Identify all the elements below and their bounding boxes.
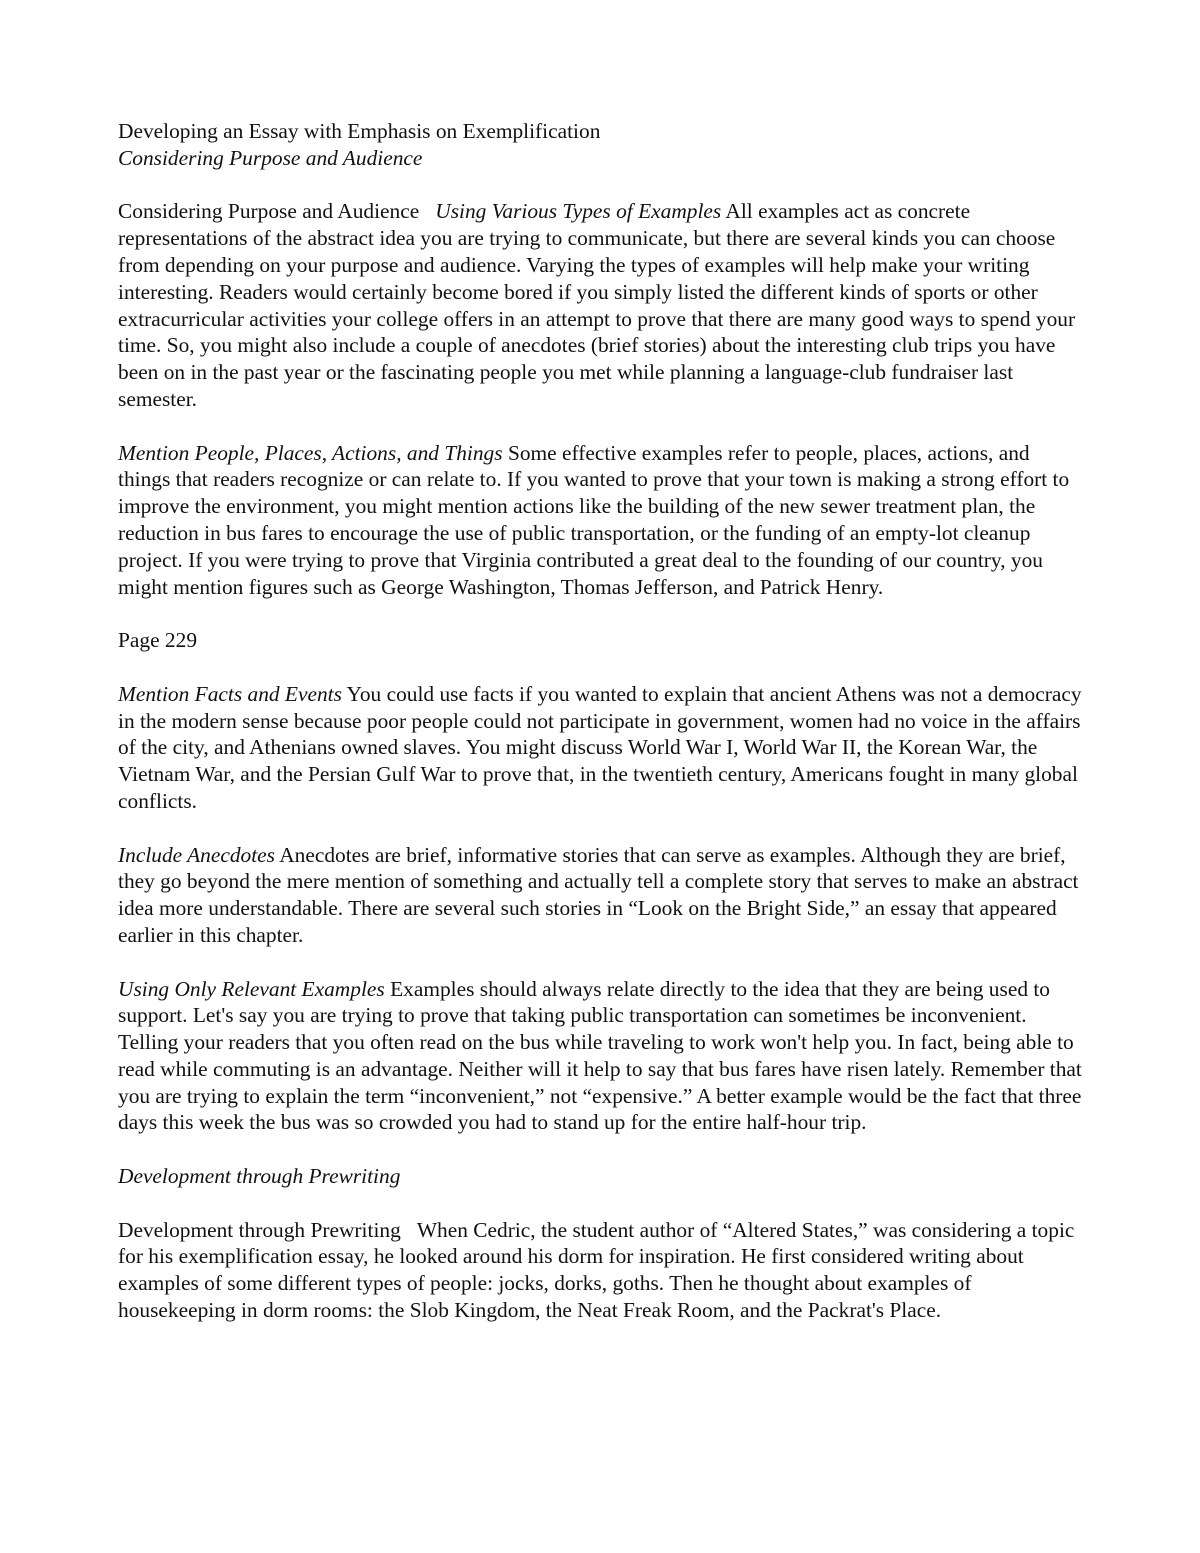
paragraph-facts-events — [118, 681, 1084, 815]
paragraph-lead: Considering Purpose and Audience — [118, 199, 420, 224]
paragraph-text: When Cedric, the student author of “Altered States,” was considering a topic for his exemplification essay, he looked around his dorm for inspiration. He first considered writing about examples of some different types of people: jocks, dorks, goths. Then he thought about examples of housekeeping in dorm rooms: the Slob Kingdom, the Neat Freak Room, and the Packrat's Place. — [118, 1217, 1075, 1323]
paragraph-heading: Include Anecdotes — [118, 842, 276, 867]
paragraph-text: You could use facts if you wanted to explain that ancient Athens was not a democracy in the modern sense because poor people could not participate in government, women had no voice in the affairs of the city, and Athenians owned slaves. You might discuss World War I, World War II, the Korean War, the Vietnam War, and the Persian Gulf War to prove that, in the twentieth century, Americans fought in many global conflicts. — [118, 681, 1082, 813]
paragraph-various-types — [118, 198, 1084, 412]
paragraph-lead: Development through Prewriting — [118, 1217, 401, 1242]
paragraph-text: Examples should always relate directly to the idea that they are being used to support. Let's say you are trying to prove that taking public transportation can sometimes be inconvenient. Telling your readers that you often read on the bus while traveling to work won't help you. In fact, being able to read while commuting is an advantage. Neither will it help to say that bus fares have risen lately. Remember that you are trying to explain the term “inconvenient,” not “expensive.” A better example would be the fact that three days this week the bus was so crowded you had to stand up for the entire half-hour trip. — [118, 976, 1082, 1135]
paragraph-relevant-examples — [118, 976, 1084, 1137]
paragraph-prewriting — [118, 1217, 1084, 1324]
paragraph-heading: Using Various Types of Examples — [435, 199, 722, 224]
section-heading-text: Development through Prewriting — [118, 1164, 401, 1189]
paragraph-heading: Mention Facts and Events — [118, 681, 342, 706]
document-page — [118, 118, 1084, 1324]
paragraph-heading: Mention People, Places, Actions, and Things — [118, 440, 503, 465]
paragraph-text: All examples act as concrete representations of the abstract idea you are trying to communicate, but there are several kinds you can choose from depending on your purpose and audience. Varying the types of examples will help make your writing interesting. Readers would certainly become bored if you simply listed the different kinds of sports or other extracurricular activities your college offers in an attempt to prove that there are many good ways to spend your time. So, you might also include a couple of anecdotes (brief stories) about the interesting club trips you have been on in the past year or the fascinating people you met while planning a language-club fundraiser last semester. — [118, 199, 1076, 411]
document-title: Developing an Essay with Emphasis on Exemplification — [118, 119, 601, 143]
section-heading — [118, 1163, 1084, 1190]
paragraph-anecdotes — [118, 842, 1084, 949]
paragraph-text: Anecdotes are brief, informative stories that can serve as examples. Although they are brief, they go beyond the mere mention of something and actually tell a complete story that serves to make an abstract idea more understandable. There are several such stories in “Look on the Bright Side,” an essay that appeared earlier in this chapter. — [118, 842, 1079, 947]
page-marker: Page 229 — [118, 628, 198, 653]
document-subtitle: Considering Purpose and Audience — [118, 145, 423, 170]
paragraph-people-places — [118, 440, 1084, 601]
paragraph-text: Some effective examples refer to people, places, actions, and things that readers recognize or can relate to. If you wanted to prove that your town is making a strong effort to improve the environment, you might mention actions like the building of the new sewer treatment plan, the reduction in bus fares to encourage the use of public transportation, or the funding of an empty-lot cleanup project. If you were trying to prove that Virginia contributed a great deal to the founding of our country, you might mention figures such as George Washington, Thomas Jefferson, and Patrick Henry. — [118, 440, 1070, 599]
paragraph-heading: Using Only Relevant Examples — [118, 976, 385, 1001]
